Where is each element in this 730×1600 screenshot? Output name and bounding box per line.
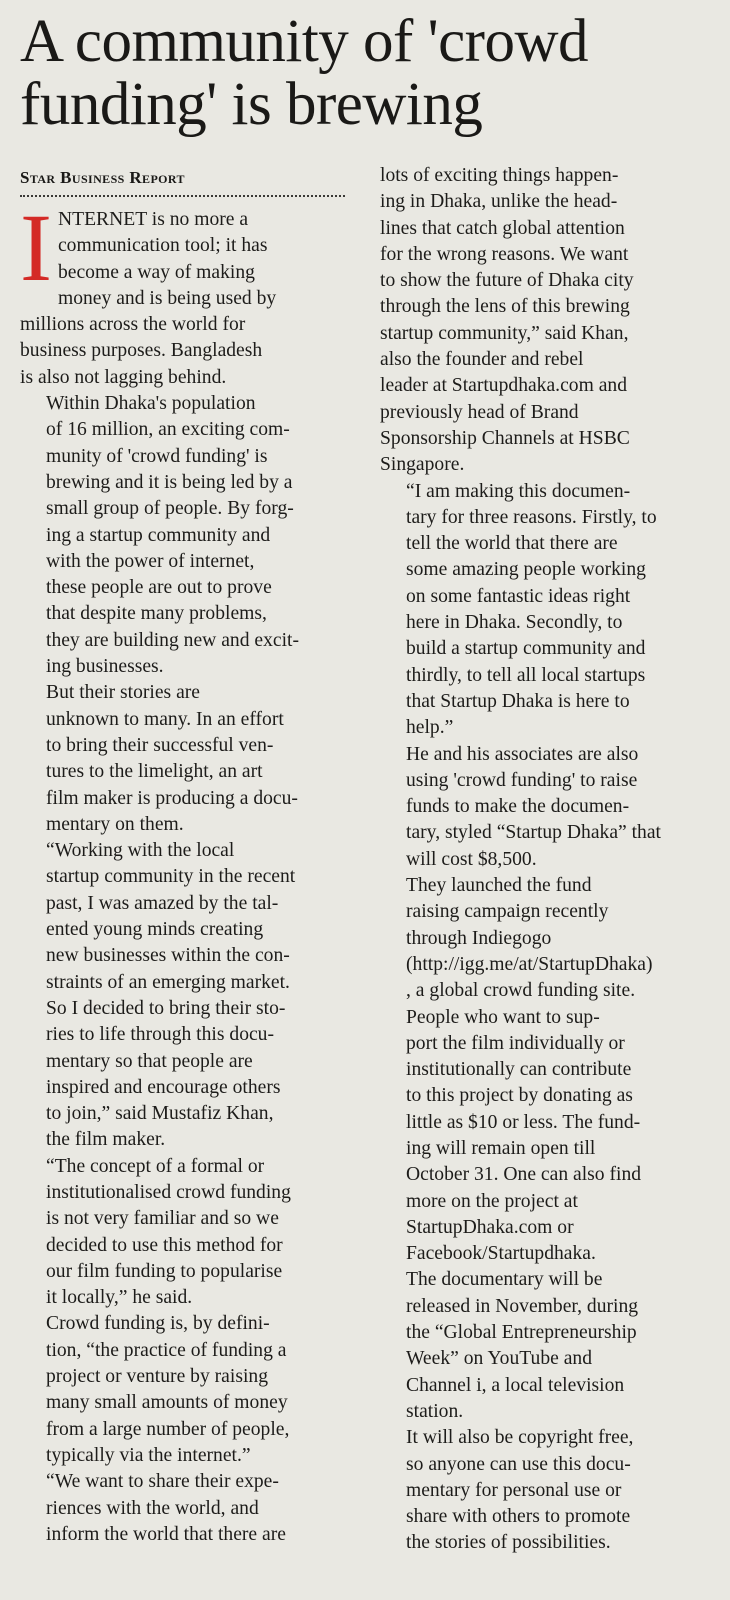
paragraph-line: straints of an emerging market.: [46, 971, 290, 993]
paragraph-line: “Working with the local: [46, 840, 235, 862]
paragraph-11: [380, 1005, 710, 1268]
paragraph-line: build a startup community and: [406, 638, 646, 660]
paragraph-line: through the lens of this brewing: [380, 296, 630, 318]
byline-divider: [20, 195, 345, 197]
paragraph-line: ented young minds creating: [46, 919, 264, 941]
paragraph-line: also the founder and rebel: [380, 349, 584, 371]
paragraph-line: that Startup Dhaka is here to: [406, 690, 630, 712]
paragraph-line: “The concept of a formal or: [46, 1155, 265, 1177]
paragraph-line: Within Dhaka's population: [46, 393, 256, 415]
paragraph-line: Singapore.: [380, 454, 465, 476]
paragraph-line: typically via the internet.”: [46, 1444, 251, 1466]
paragraph-line: ing will remain open till: [406, 1137, 596, 1159]
paragraph-line: People who want to sup-: [406, 1006, 600, 1028]
paragraph-line: tion, “the practice of funding a: [46, 1339, 287, 1361]
paragraph-line: our film funding to popularise: [46, 1260, 283, 1282]
paragraph-line: But their stories are: [46, 682, 200, 704]
paragraph-line: to bring their successful ven-: [46, 734, 274, 756]
headline-line-1: A community of 'crowd: [20, 8, 589, 75]
paragraph-line: “We want to share their expe-: [46, 1471, 279, 1493]
paragraph-line: many small amounts of money: [46, 1392, 288, 1414]
paragraph-line: project or venture by raising: [46, 1366, 268, 1388]
paragraph-2: [20, 391, 345, 680]
paragraph-line: is also not lagging behind.: [20, 366, 227, 388]
paragraph-7-continued: [380, 163, 710, 479]
paragraph-line: tures to the limelight, an art: [46, 761, 263, 783]
paragraph-line: the “Global Entrepreneurship: [406, 1322, 637, 1344]
paragraph-line: leader at Startupdhaka.com and: [380, 375, 627, 397]
paragraph-line: brewing and it is being led by a: [46, 471, 293, 493]
paragraph-line: some amazing people working: [406, 559, 646, 581]
paragraph-line: past, I was amazed by the tal-: [46, 892, 279, 914]
paragraph-line: lots of exciting things happen-: [380, 165, 619, 186]
drop-cap: I: [20, 194, 52, 301]
paragraph-line: (http://igg.me/at/StartupDhaka): [406, 953, 653, 975]
article-column-left: [20, 163, 345, 1557]
paragraph-line: ing businesses.: [46, 656, 164, 678]
paragraph-9: [380, 742, 710, 873]
paragraph-line: mentary on them.: [46, 813, 184, 835]
paragraph-line: so anyone can use this docu-: [406, 1453, 631, 1475]
paragraph-line: ing in Dhaka, unlike the head-: [380, 191, 618, 213]
paragraph-line: that despite many problems,: [46, 603, 267, 625]
paragraph-line: station.: [406, 1400, 464, 1422]
paragraph-line: Crowd funding is, by defini-: [46, 1313, 270, 1335]
paragraph-line: small group of people. By forg-: [46, 498, 294, 520]
paragraph-line: , a global crowd funding site.: [406, 980, 636, 1002]
paragraph-line: ries to life through this docu-: [46, 1024, 275, 1046]
paragraph-line: with the power of internet,: [46, 550, 255, 572]
paragraph-line: it locally,” he said.: [46, 1287, 193, 1309]
paragraph-line: money and is being used by: [57, 287, 277, 309]
paragraph-line: become a way of making: [57, 261, 255, 283]
paragraph-10: [380, 873, 710, 1004]
headline-line-2: funding' is brewing: [20, 71, 483, 138]
paragraph-line: they are building new and excit-: [46, 629, 299, 651]
paragraph-line: business purposes. Bangladesh: [20, 340, 263, 362]
paragraph-line: Week” on YouTube and: [406, 1348, 593, 1370]
paragraph-line: more on the project at: [406, 1190, 578, 1212]
paragraph-line: communication tool; it has: [57, 235, 268, 257]
paragraph-line: these people are out to prove: [46, 577, 272, 599]
paragraph-line: The documentary will be: [406, 1269, 603, 1291]
headline: [20, 10, 710, 136]
paragraph-line: They launched the fund: [406, 875, 592, 897]
paragraph-line: is not very familiar and so we: [46, 1208, 279, 1230]
paragraph-line: millions across the world for: [20, 314, 246, 336]
paragraph-line: “I am making this documen-: [406, 480, 631, 502]
paragraph-line: little as $10 or less. The fund-: [406, 1111, 641, 1133]
paragraph-line: It will also be copyright free,: [406, 1427, 634, 1449]
paragraph-5: [20, 1154, 345, 1312]
paragraph-line: on some fantastic ideas right: [406, 585, 631, 607]
paragraph-line: previously head of Brand: [380, 401, 579, 423]
paragraph-line: to this project by donating as: [406, 1085, 633, 1107]
paragraph-line: inform the world that there are: [46, 1523, 286, 1545]
paragraph-line: tary, styled “Startup Dhaka” that: [406, 822, 661, 844]
paragraph-line: He and his associates are also: [406, 743, 639, 765]
paragraph-line: startup community,” said Khan,: [380, 322, 629, 344]
paragraph-line: for the wrong reasons. We want: [380, 243, 629, 265]
paragraph-line: So I decided to bring their sto-: [46, 997, 286, 1019]
paragraph-line: of 16 million, an exciting com-: [46, 419, 290, 441]
paragraph-line: startup community in the recent: [46, 866, 296, 888]
paragraph-8: [380, 479, 710, 742]
paragraph-line: mentary so that people are: [46, 1050, 253, 1072]
paragraph-line: thirdly, to tell all local startups: [406, 664, 646, 686]
paragraph-line: help.”: [406, 717, 454, 739]
paragraph-line: NTERNET is no more a: [57, 209, 249, 230]
paragraph-line: using 'crowd funding' to raise: [406, 769, 638, 791]
paragraph-line: here in Dhaka. Secondly, to: [406, 612, 623, 634]
paragraph-13: [380, 1425, 710, 1556]
paragraph-line: new businesses within the con-: [46, 945, 290, 967]
paragraph-line: October 31. One can also find: [406, 1164, 642, 1186]
paragraph-line: ing a startup community and: [46, 524, 271, 546]
paragraph-line: the film maker.: [46, 1129, 166, 1151]
paragraph-3: [20, 680, 345, 838]
paragraph-line: institutionalised crowd funding: [46, 1181, 291, 1203]
paragraph-line: share with others to promote: [406, 1506, 631, 1528]
paragraph-line: funds to make the documen-: [406, 796, 630, 818]
article-columns: [20, 163, 710, 1557]
byline: Star Business Report: [20, 168, 185, 187]
paragraph-12: [380, 1267, 710, 1425]
paragraph-line: munity of 'crowd funding' is: [46, 445, 268, 467]
paragraph-line: lines that catch global attention: [380, 217, 625, 239]
paragraph-line: through Indiegogo: [406, 927, 552, 949]
paragraph-line: mentary for personal use or: [406, 1479, 622, 1501]
paragraph-line: StartupDhaka.com or: [406, 1216, 574, 1238]
paragraph-line: released in November, during: [406, 1295, 639, 1317]
paragraph-7: [20, 1469, 345, 1548]
paragraph-line: from a large number of people,: [46, 1418, 290, 1440]
paragraph-line: raising campaign recently: [406, 901, 609, 923]
paragraph-line: decided to use this method for: [46, 1234, 283, 1256]
paragraph-line: tary for three reasons. Firstly, to: [406, 506, 657, 528]
paragraph-line: tell the world that there are: [406, 533, 618, 555]
paragraph-4: [20, 838, 345, 1154]
paragraph-line: to join,” said Mustafiz Khan,: [46, 1103, 274, 1125]
paragraph-line: Sponsorship Channels at HSBC: [380, 427, 630, 449]
paragraph-line: the stories of possibilities.: [406, 1532, 611, 1554]
paragraph-line: port the film individually or: [406, 1032, 625, 1054]
paragraph-6: [20, 1311, 345, 1469]
paragraph-line: riences with the world, and: [46, 1497, 259, 1519]
paragraph-line: Facebook/Startupdhaka.: [406, 1243, 596, 1265]
article-column-right: [380, 163, 710, 1557]
paragraph-line: inspired and encourage others: [46, 1076, 281, 1098]
paragraph-line: film maker is producing a docu-: [46, 787, 298, 809]
paragraph-line: Channel i, a local television: [406, 1374, 625, 1396]
paragraph-line: institutionally can contribute: [406, 1059, 632, 1081]
paragraph-line: unknown to many. In an effort: [46, 708, 284, 730]
paragraph-line: will cost $8,500.: [406, 848, 537, 870]
paragraph-line: to show the future of Dhaka city: [380, 270, 634, 292]
paragraph-1: [20, 194, 345, 391]
